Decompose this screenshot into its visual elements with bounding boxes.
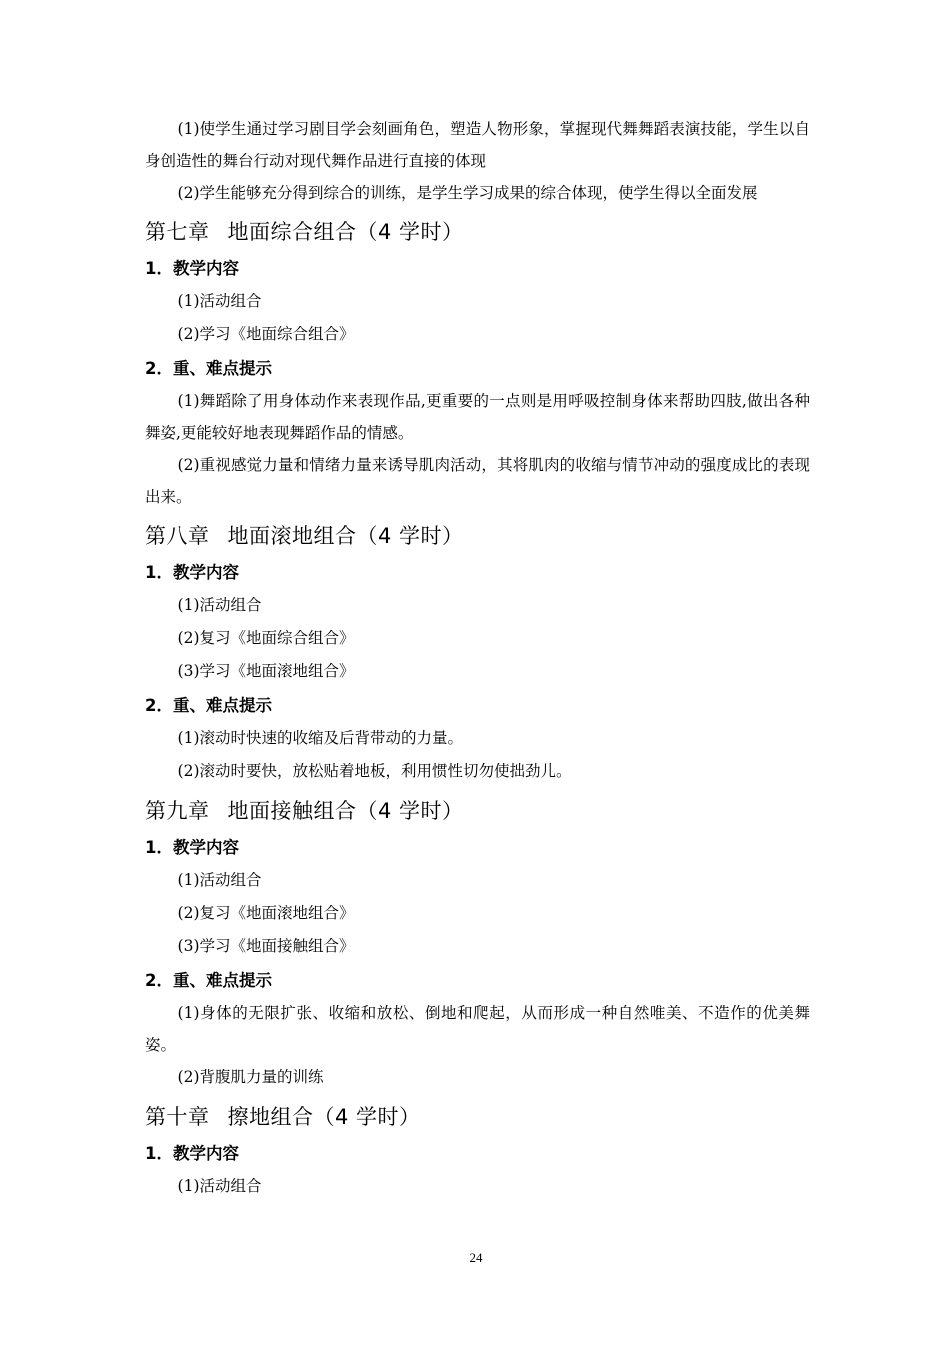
chapter-10-heading <box>145 1102 810 1132</box>
chapter-8-heading <box>145 521 810 551</box>
chapter-9-heading <box>145 796 810 826</box>
chapter-10-content-item-1: (1)活动组合 <box>177 1177 262 1195</box>
chapter-10-number: 第十章 <box>145 1105 210 1129</box>
chapter-9-title: 地面接触组合（4 学时） <box>227 799 464 823</box>
chapter-9-key-point-2: (2)背腹肌力量的训练 <box>177 1068 324 1086</box>
chapter-7-section-1-heading: 1．教学内容 <box>145 259 239 278</box>
chapter-9-key-point-1: (1)身体的无限扩张、收缩和放松、倒地和爬起，从而形成一种自然唯美、不造作的优美舞姿。 <box>145 1004 810 1054</box>
chapter-7-content-item-2: (2)学习《地面综合组合》 <box>177 325 355 343</box>
chapter-9-section-2-heading: 2．重、难点提示 <box>145 971 272 990</box>
chapter-8-key-point-2: (2)滚动时要快，放松贴着地板，利用惯性切勿使拙劲儿。 <box>177 762 572 780</box>
chapter-8-content-item-2: (2)复习《地面综合组合》 <box>177 629 355 647</box>
chapter-7-heading <box>145 217 810 247</box>
chapter-8-title: 地面滚地组合（4 学时） <box>227 524 464 548</box>
chapter-8-section-1-heading: 1．教学内容 <box>145 563 239 582</box>
chapter-10-title: 擦地组合（4 学时） <box>227 1105 421 1129</box>
chapter-7-number: 第七章 <box>145 220 210 244</box>
chapter-7-key-point-1: (1)舞蹈除了用身体动作来表现作品,更重要的一点则是用呼吸控制身体来帮助四肢,做出各种舞姿,更能较好地表现舞蹈作品的情感。 <box>145 392 810 442</box>
chapter-7-title: 地面综合组合（4 学时） <box>227 220 464 244</box>
page-number: 24 <box>469 1250 483 1265</box>
page-content <box>145 113 810 1203</box>
chapter-10-section-1-heading: 1．教学内容 <box>145 1144 239 1163</box>
chapter-8-content-item-3: (3)学习《地面滚地组合》 <box>177 662 355 680</box>
chapter-7-key-point-2: (2)重视感觉力量和情绪力量来诱导肌肉活动，其将肌肉的收缩与情节冲动的强度成比的表现出来。 <box>145 456 810 506</box>
chapter-9-content-item-3: (3)学习《地面接触组合》 <box>177 937 355 955</box>
chapter-9-content-item-2: (2)复习《地面滚地组合》 <box>177 904 355 922</box>
chapter-9-number: 第九章 <box>145 799 210 823</box>
chapter-9-content-item-1: (1)活动组合 <box>177 871 262 889</box>
chapter-7-section-2-heading: 2．重、难点提示 <box>145 359 272 378</box>
chapter-8-key-point-1: (1)滚动时快速的收缩及后背带动的力量。 <box>177 729 464 747</box>
intro-paragraph-2: (2)学生能够充分得到综合的训练，是学生学习成果的综合体现，使学生得以全面发展 <box>177 184 758 202</box>
chapter-9-section-1-heading: 1．教学内容 <box>145 838 239 857</box>
chapter-7-content-item-1: (1)活动组合 <box>177 292 262 310</box>
chapter-8-section-2-heading: 2．重、难点提示 <box>145 696 272 715</box>
chapter-8-number: 第八章 <box>145 524 210 548</box>
chapter-8-content-item-1: (1)活动组合 <box>177 596 262 614</box>
intro-paragraph-1: (1)使学生通过学习剧目学会刻画角色，塑造人物形象，掌握现代舞舞蹈表演技能，学生以自身创造性的舞台行动对现代舞作品进行直接的体现 <box>145 120 810 170</box>
